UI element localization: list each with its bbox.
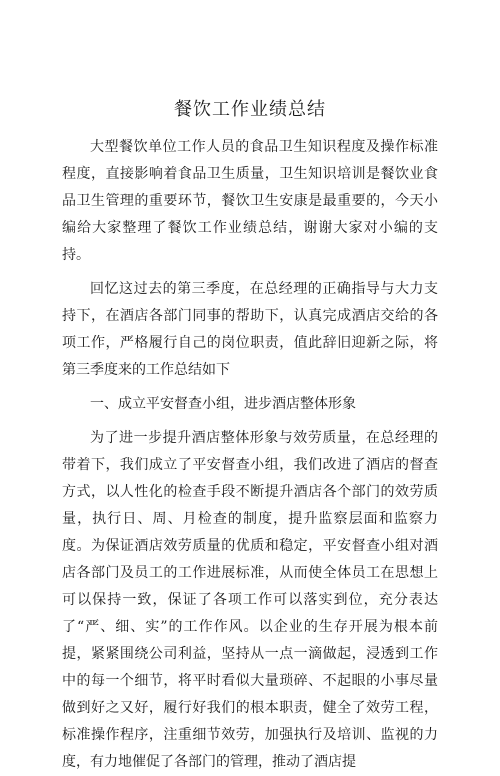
paragraph-review: 回忆这过去的第三季度，在总经理的正确指导与大力支持下，在酒店各部门同事的帮助下，认真完成酒店交给的各项工作，严格履行自己的岗位职责，值此辞旧迎新之际，将第三季度来的工作总结如下 — [62, 281, 438, 378]
paragraph-intro: 大型餐饮单位工作人员的食品卫生知识程度及操作标准程度，直接影响着食品卫生质量，卫生知识培训是餐饮业食品卫生管理的重要环节，餐饮卫生安康是最重要的，今天小编给大家整理了餐饮工作业绩总结，谢谢大家对小编的支持。 — [62, 139, 438, 263]
document-body — [62, 134, 438, 776]
paragraph-section-1: 为了进一步提升酒店整体形象与效劳质量，在总经理的带着下，我们成立了平安督查小组，我们改进了酒店的督查方式，以人性化的检查手段不断提升酒店各个部门的效劳质量，执行日、周、月检查的制度，提升监察层面和监察力度。为保证酒店效劳质量的优质和稳定，平安督查小组对酒店各部门及员工的工作进展标准，从而使全体员工在思想上可以保持一致，保证了各项工作可以落实到位，充分表达了“严、细、实”的工作作风。以企业的生存开展为根本前提，紧紧围绕公司利益，坚持从一点一滴做起，浸透到工作中的每一个细节，将平时看似大量琐碎、不起眼的小事尽量做到好之又好，履行好我们的根本职责，健全了效劳工程，标准操作程序，注重细节效劳，加强执行及培训、监视的力度，有力地催促了各部门的管理，推动了酒店提 — [62, 430, 438, 770]
document-title: 餐饮工作业绩总结 — [174, 99, 326, 120]
section-heading-1: 一、成立平安督查小组，进步酒店整体形象 — [90, 396, 356, 412]
